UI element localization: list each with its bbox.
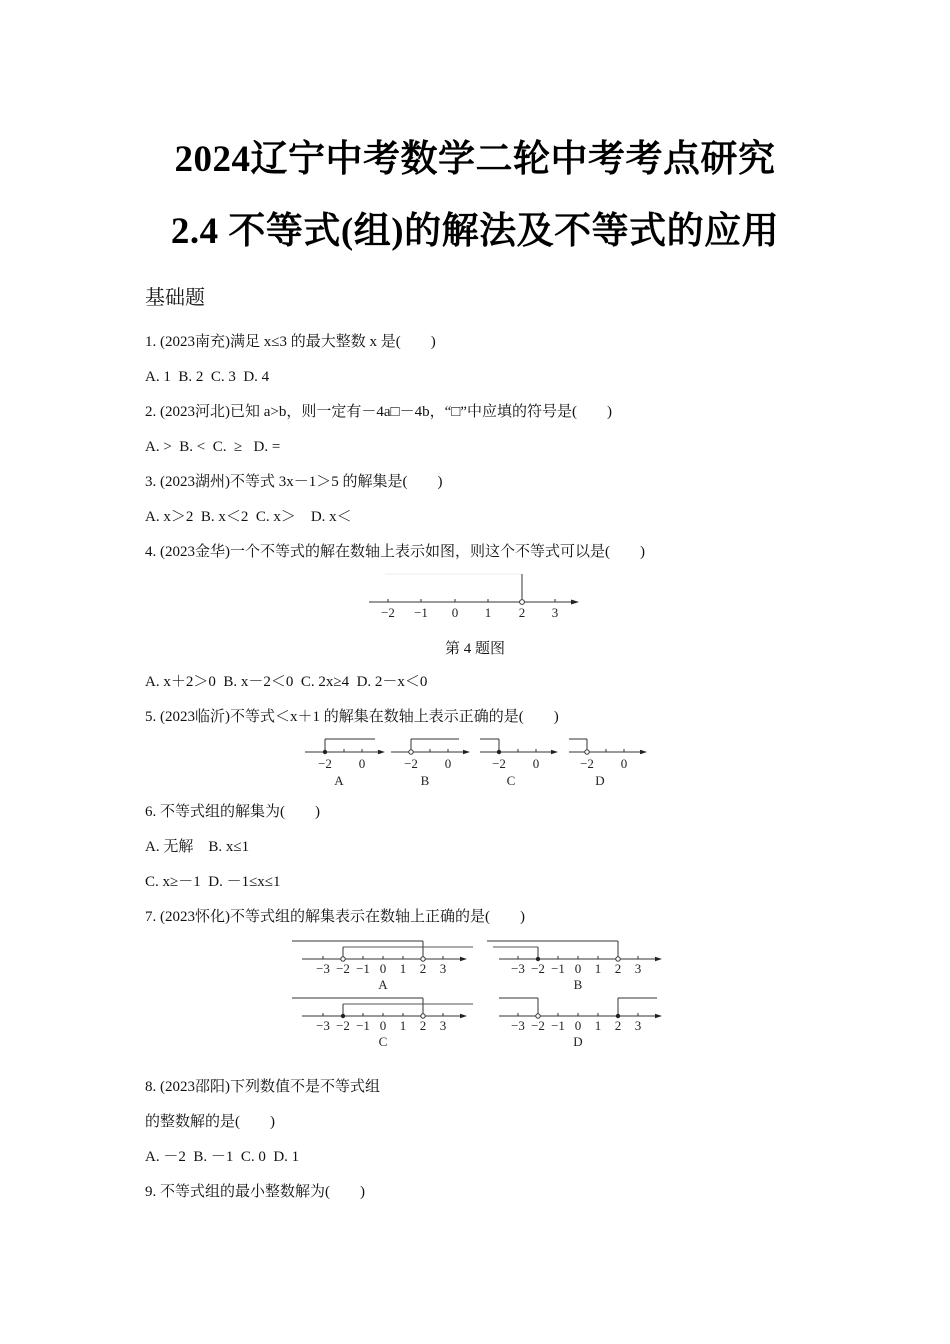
svg-text:−2: −2	[381, 605, 395, 620]
svg-text:0: 0	[379, 1018, 387, 1033]
question-5-option-a-number-line	[303, 735, 388, 790]
svg-text:B: B	[573, 977, 583, 992]
question-3-stem: 3. (2023湖州)不等式 3x－1＞5 的解集是( )	[145, 474, 443, 490]
svg-text:0: 0	[574, 961, 582, 976]
svg-text:2: 2	[419, 961, 427, 976]
section-heading: 基础题	[145, 285, 205, 309]
question-7-option-a-number-line	[290, 937, 480, 992]
question-5-option-d-number-line	[567, 735, 652, 790]
svg-text:−2: −2	[492, 756, 506, 771]
svg-text:0: 0	[620, 756, 628, 771]
svg-text:2: 2	[518, 605, 526, 620]
document-title-line1: 2024辽宁中考数学二轮中考考点研究	[174, 139, 776, 180]
question-6-options-line1: A. 无解 B. x≤1	[145, 839, 250, 855]
question-7-option-c-number-line	[290, 994, 480, 1049]
question-2-stem: 2. (2023河北)已知 a>b，则一定有－4a□－4b，“□”中应填的符号是( )	[145, 404, 612, 420]
svg-text:2: 2	[614, 961, 622, 976]
question-4-figure-caption: 第 4 题图	[444, 641, 505, 657]
svg-text:−2: −2	[336, 961, 350, 976]
question-3-options: A. x＞2 B. x＜2 C. x＞ D. x＜	[145, 509, 352, 525]
question-2-options: A. > B. < C. ≥ D. =	[145, 439, 281, 455]
question-1-stem: 1. (2023南充)满足 x≤3 的最大整数 x 是( )	[145, 334, 436, 350]
svg-text:−1: −1	[356, 1018, 370, 1033]
svg-text:A: A	[378, 977, 388, 992]
svg-text:−3: −3	[511, 1018, 525, 1033]
question-6-stem: 6. 不等式组的解集为( )	[145, 804, 320, 820]
question-7-option-d-number-line	[485, 994, 675, 1049]
svg-text:−2: −2	[531, 961, 545, 976]
svg-text:0: 0	[532, 756, 540, 771]
svg-text:−1: −1	[551, 961, 565, 976]
svg-text:A: A	[334, 773, 344, 788]
svg-text:1: 1	[594, 961, 602, 976]
svg-text:D: D	[595, 773, 605, 788]
svg-text:3: 3	[634, 961, 642, 976]
question-1-options: A. 1 B. 2 C. 3 D. 4	[145, 369, 270, 385]
svg-text:1: 1	[594, 1018, 602, 1033]
question-4-number-line	[365, 570, 585, 620]
svg-text:−3: −3	[511, 961, 525, 976]
question-8-stem-line1: 8. (2023邵阳)下列数值不是不等式组	[145, 1079, 380, 1095]
svg-text:0: 0	[574, 1018, 582, 1033]
svg-text:−1: −1	[414, 605, 428, 620]
svg-text:C: C	[378, 1034, 388, 1049]
svg-text:−2: −2	[318, 756, 332, 771]
svg-text:−2: −2	[404, 756, 418, 771]
svg-text:3: 3	[551, 605, 559, 620]
question-5-stem: 5. (2023临沂)不等式＜x＋1 的解集在数轴上表示正确的是( )	[145, 709, 559, 725]
svg-text:1: 1	[399, 1018, 407, 1033]
svg-text:2: 2	[419, 1018, 427, 1033]
svg-text:0: 0	[451, 605, 459, 620]
question-7-stem: 7. (2023怀化)不等式组的解集表示在数轴上正确的是( )	[145, 909, 525, 925]
svg-text:−1: −1	[551, 1018, 565, 1033]
svg-text:−3: −3	[316, 1018, 330, 1033]
svg-text:0: 0	[358, 756, 366, 771]
question-9-stem: 9. 不等式组的最小整数解为( )	[145, 1184, 365, 1200]
question-4-stem: 4. (2023金华)一个不等式的解在数轴上表示如图，则这个不等式可以是( )	[145, 544, 645, 560]
svg-text:3: 3	[439, 961, 447, 976]
question-7-option-b-number-line	[485, 937, 675, 992]
svg-text:−2: −2	[580, 756, 594, 771]
svg-text:1: 1	[399, 961, 407, 976]
question-5-option-c-number-line	[478, 735, 563, 790]
svg-text:1: 1	[484, 605, 492, 620]
svg-text:B: B	[420, 773, 430, 788]
question-8-options: A. －2 B. －1 C. 0 D. 1	[145, 1149, 300, 1165]
document-title-line2: 2.4 不等式(组)的解法及不等式的应用	[170, 211, 780, 252]
svg-text:0: 0	[379, 961, 387, 976]
svg-text:−3: −3	[316, 961, 330, 976]
svg-text:3: 3	[439, 1018, 447, 1033]
svg-text:D: D	[573, 1034, 583, 1049]
question-5-option-b-number-line	[390, 735, 475, 790]
question-4-options: A. x＋2＞0 B. x－2＜0 C. 2x≥4 D. 2－x＜0	[145, 674, 428, 690]
svg-text:−2: −2	[336, 1018, 350, 1033]
question-6-options-line2: C. x≥－1 D. －1≤x≤1	[145, 874, 281, 890]
svg-text:−1: −1	[356, 961, 370, 976]
svg-text:3: 3	[634, 1018, 642, 1033]
question-8-stem-line2: 的整数解的是( )	[145, 1114, 275, 1130]
svg-text:−2: −2	[531, 1018, 545, 1033]
svg-text:2: 2	[614, 1018, 622, 1033]
svg-text:C: C	[506, 773, 516, 788]
svg-text:0: 0	[444, 756, 452, 771]
